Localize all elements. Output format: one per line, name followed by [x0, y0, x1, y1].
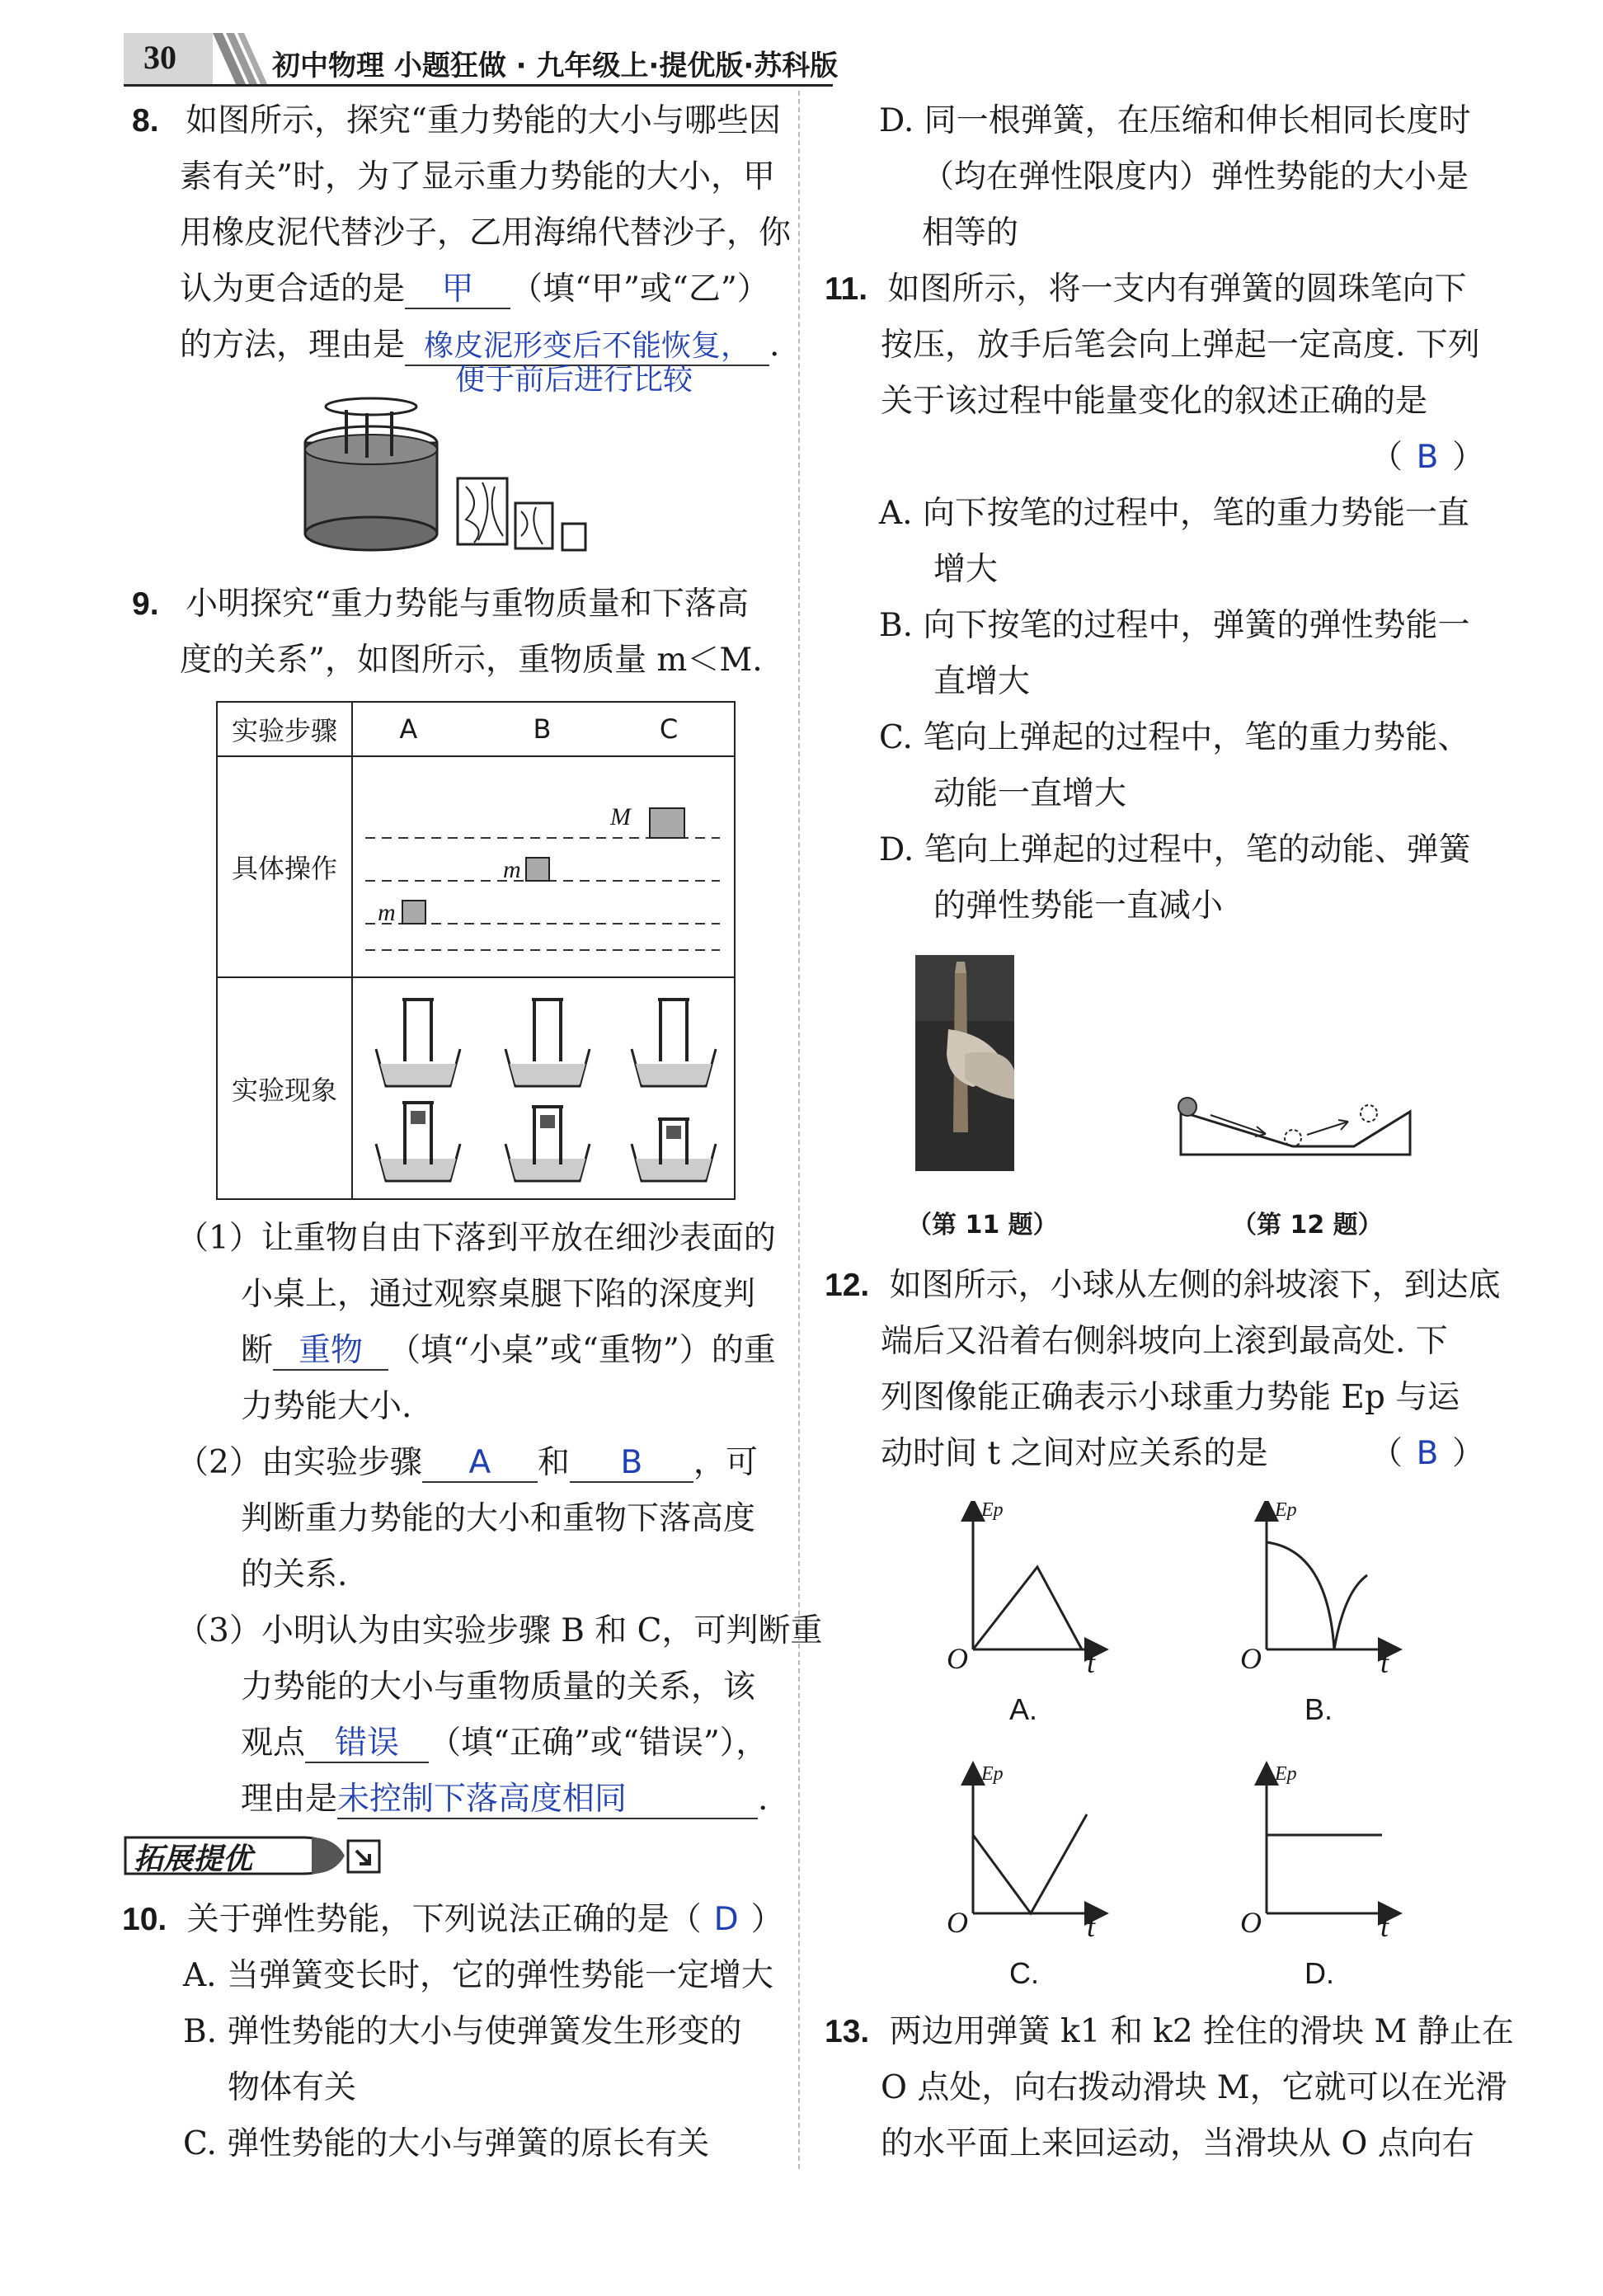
- q11-line1: 11. 如图所示，将一支内有弹簧的圆珠笔向下: [825, 271, 1467, 308]
- column-divider: [798, 91, 800, 2169]
- q12-answer-paren: （ B ）: [1370, 1433, 1484, 1475]
- header-rule: [124, 84, 833, 87]
- q9-part3-answer2: 未控制下落高度相同: [337, 1781, 758, 1819]
- q11-answer-paren: （ B ）: [1370, 437, 1484, 478]
- table-row-operation: [217, 756, 735, 977]
- table-header-row: [217, 702, 735, 756]
- q12-line2: 端后又沿着右侧斜坡向上滚到最高处. 下: [881, 1323, 1448, 1360]
- table-label-phenomenon: 实验现象: [217, 977, 352, 1199]
- q8-answer1: 甲: [405, 271, 510, 309]
- graph-b-origin: O: [1240, 1642, 1262, 1675]
- q12-number: 12.: [825, 1268, 870, 1303]
- q9-part3-line4: 理由是未控制下落高度相同 .: [241, 1781, 769, 1818]
- mass-label-M: M: [610, 803, 631, 830]
- graph-b-yaxis: Ep: [1275, 1499, 1297, 1521]
- q11-pen-photo: [915, 955, 1014, 1171]
- q8-answer2-line1: 橡皮泥形变后不能恢复，: [405, 328, 769, 366]
- mass-label-m-b: m: [503, 856, 521, 883]
- q9-part3-line1: （3）小明认为由实验步骤 B 和 C，可判断重: [176, 1612, 823, 1649]
- q12-line4: 动时间 t 之间对应关系的是: [881, 1435, 1268, 1472]
- q9-part3-answer1: 错误: [305, 1725, 429, 1763]
- graph-c-label: C.: [1009, 1956, 1039, 1990]
- mass-label-m-a: m: [378, 899, 396, 926]
- table-phenomenon-cell: [352, 977, 735, 1199]
- graph-c: [973, 1773, 1097, 1913]
- graph-b-xaxis: t: [1380, 1646, 1389, 1679]
- q9-part1-line1: （1）让重物自由下落到平放在细沙表面的: [176, 1220, 776, 1257]
- q8-answer2-line2: 便于前后进行比较: [455, 363, 693, 397]
- q9-number: 9.: [132, 586, 159, 622]
- q9-part1-answer: 重物: [273, 1333, 388, 1371]
- q11-number: 11.: [825, 271, 868, 307]
- q10-number: 10.: [122, 1902, 167, 1937]
- q11-option-a-line2: 增大: [933, 551, 999, 588]
- q10-answer: D: [713, 1901, 739, 1938]
- page-number-box: [124, 33, 213, 84]
- q9-part1-line2: 小桌上，通过观察桌腿下陷的深度判: [241, 1276, 756, 1313]
- q12-answer: B: [1416, 1435, 1439, 1472]
- q12-caption: （第 12 题）: [1232, 1211, 1383, 1240]
- q11-option-b-line1: B. 向下按笔的过程中，弹簧的弹性势能一: [879, 607, 1470, 644]
- graph-c-origin: O: [947, 1906, 968, 1939]
- table-header-a: A: [352, 702, 481, 756]
- experiment-table: [216, 701, 736, 1200]
- graph-a-origin: O: [947, 1642, 968, 1675]
- graph-a-label: A.: [1009, 1692, 1038, 1726]
- q9-part2-line2: 判断重力势能的大小和重物下落高度: [241, 1500, 756, 1537]
- table-operation-cell: [352, 756, 735, 977]
- q11-option-c-line1: C. 笔向上弹起的过程中，笔的重力势能、: [879, 719, 1470, 756]
- q13-line1: 13. 两边用弹簧 k1 和 k2 拴住的滑块 M 静止在: [825, 2013, 1514, 2050]
- q11-answer: B: [1416, 439, 1439, 476]
- q11-option-d-line2: 的弹性势能一直减小: [933, 887, 1224, 925]
- q10-option-d-line1: D. 同一根弹簧，在压缩和伸长相同长度时: [879, 102, 1471, 139]
- q13-number: 13.: [825, 2014, 870, 2049]
- q9-line1: 9. 小明探究“重力势能与重物质量和下落高: [132, 586, 749, 623]
- q8-line1: 8. 如图所示，探究“重力势能的大小与哪些因: [132, 102, 781, 139]
- q10-line1: 10. 关于弹性势能，下列说法正确的是（ D ）: [122, 1899, 783, 1941]
- q10-option-a: A. 当弹簧变长时，它的弹性势能一定增大: [183, 1957, 773, 1994]
- q10-option-c: C. 弹性势能的大小与弹簧的原长有关: [183, 2125, 710, 2162]
- q11-line3: 关于该过程中能量变化的叙述正确的是: [881, 383, 1428, 420]
- table-row-phenomenon: [217, 977, 735, 1199]
- graph-b: [1267, 1509, 1390, 1649]
- q8-number: 8.: [132, 103, 159, 139]
- q8-line4: 认为更合适的是 甲 （填“甲”或“乙”）: [180, 271, 769, 308]
- q10-option-b-line1: B. 弹性势能的大小与使弹簧发生形变的: [183, 2013, 742, 2050]
- q11-option-d-line1: D. 笔向上弹起的过程中，笔的动能、弹簧: [879, 831, 1471, 868]
- q8-figure: [297, 392, 602, 569]
- q9-part2-answer1: A: [422, 1445, 538, 1483]
- q12-line3: 列图像能正确表示小球重力势能 Ep 与运: [881, 1379, 1460, 1416]
- q8-line2: 素有关”时，为了显示重力势能的大小，甲: [180, 158, 775, 195]
- section-title: 拓展提优: [134, 1842, 253, 1876]
- q10-option-d-line2: （均在弹性限度内）弹性势能的大小是: [922, 158, 1469, 195]
- graph-d-label: D.: [1304, 1956, 1334, 1990]
- q12-ramp-figure: [1171, 1089, 1418, 1171]
- graph-b-label: B.: [1304, 1692, 1333, 1726]
- table-header-b: B: [481, 702, 604, 756]
- page-header: [124, 33, 839, 84]
- q13-line2: O 点处，向右拨动滑块 M，它就可以在光滑: [881, 2069, 1507, 2106]
- section-badge: [122, 1833, 384, 1879]
- table-header-step: 实验步骤: [217, 702, 352, 756]
- table-label-operation: 具体操作: [217, 756, 352, 977]
- q8-line3: 用橡皮泥代替沙子，乙用海绵代替沙子，你: [180, 214, 792, 252]
- q8-line5: 的方法，理由是 橡皮泥形变后不能恢复， .: [180, 325, 779, 366]
- graph-d-origin: O: [1240, 1906, 1262, 1939]
- graph-a-xaxis: t: [1087, 1646, 1096, 1679]
- graph-d-yaxis: Ep: [1275, 1763, 1297, 1785]
- graph-d: [1267, 1773, 1390, 1913]
- q9-part1-line3: 断 重物 （填“小桌”或“重物”）的重: [241, 1332, 776, 1369]
- q9-part2-answer2: B: [570, 1445, 693, 1483]
- q9-part3-line2: 力势能的大小与重物质量的关系，该: [241, 1668, 756, 1706]
- graph-c-xaxis: t: [1087, 1910, 1096, 1943]
- q9-part3-line3: 观点 错误 （填“正确”或“错误”），: [241, 1724, 769, 1762]
- page-number: 30: [143, 39, 176, 76]
- q11-option-b-line2: 直增大: [933, 663, 1031, 700]
- q9-part2-line1: （2）由实验步骤 A 和 B ，可: [176, 1444, 758, 1481]
- q9-part1-line4: 力势能大小.: [241, 1388, 412, 1425]
- q10-option-b-line2: 物体有关: [228, 2069, 357, 2106]
- table-header-c: C: [604, 702, 735, 756]
- header-stripes: [213, 33, 270, 84]
- q9-line2: 度的关系”，如图所示，重物质量 m＜M.: [180, 642, 763, 679]
- graph-c-yaxis: Ep: [981, 1763, 1004, 1785]
- phenomenon-diagram: [353, 979, 734, 1198]
- operation-diagram: [353, 757, 734, 976]
- graph-a-yaxis: Ep: [981, 1499, 1004, 1521]
- q13-line3: 的水平面上来回运动，当滑块从 O 点向右: [881, 2125, 1474, 2162]
- q12-line1: 12. 如图所示，小球从左侧的斜坡滚下，到达底: [825, 1267, 1501, 1304]
- graph-d-xaxis: t: [1380, 1910, 1389, 1943]
- q10-option-d-line3: 相等的: [922, 214, 1019, 252]
- q11-option-a-line1: A. 向下按笔的过程中，笔的重力势能一直: [879, 495, 1469, 532]
- header-title: 初中物理 小题狂做 · 九年级上·提优版·苏科版: [272, 49, 839, 82]
- q11-line2: 按压，放手后笔会向上弹起一定高度. 下列: [881, 327, 1480, 364]
- q11-caption: （第 11 题）: [907, 1211, 1058, 1240]
- graph-a: [973, 1509, 1097, 1649]
- q11-option-c-line2: 动能一直增大: [933, 775, 1127, 812]
- q9-part2-line3: 的关系.: [241, 1556, 348, 1593]
